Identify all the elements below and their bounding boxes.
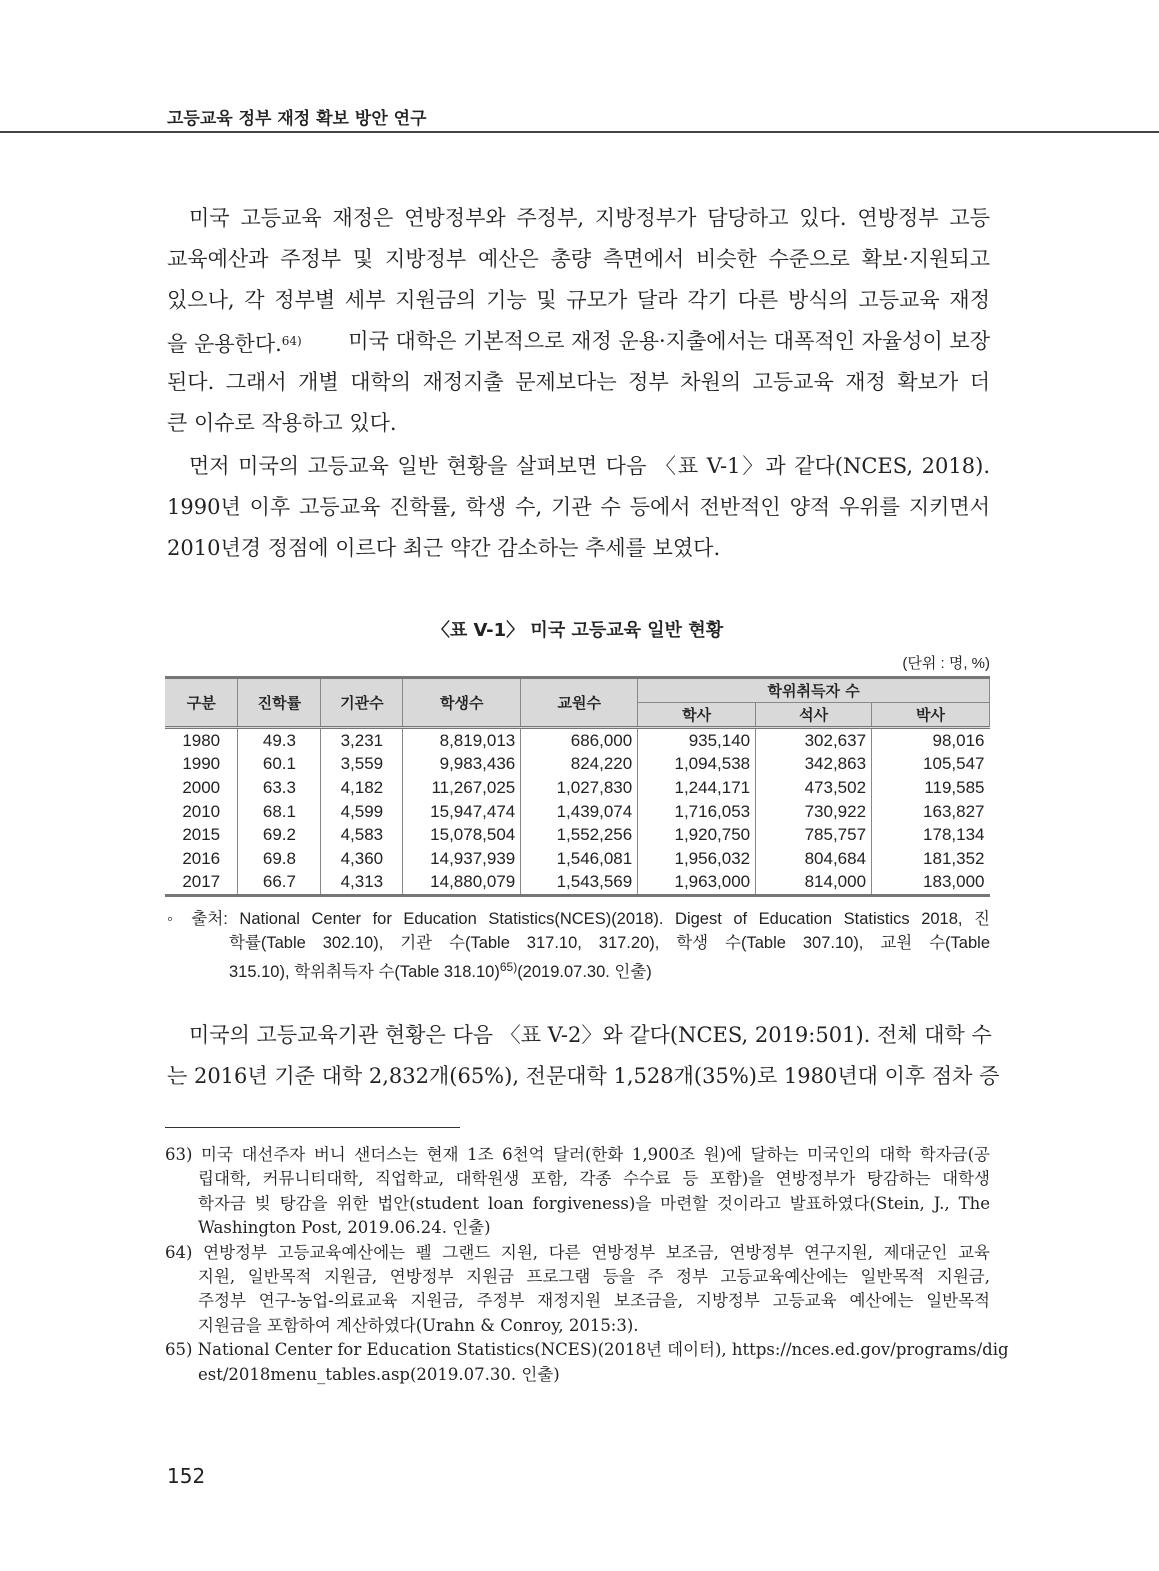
table-cell: 4,360 bbox=[321, 847, 403, 871]
table-cell: 14,937,939 bbox=[403, 847, 521, 871]
table-cell: 69.2 bbox=[238, 823, 321, 847]
table-cell: 1,244,171 bbox=[638, 776, 756, 800]
table-cell: 2015 bbox=[182, 825, 221, 845]
table-unit: (단위 : 명, %) bbox=[902, 655, 990, 672]
footnote-line: 학자금 빚 탕감을 위한 법안(student loan forgiveness)을 마련할 것이라고 발표하였다(Stein, J., The bbox=[198, 1193, 990, 1213]
footnote-line: Washington Post, 2019.06.24. 인출) bbox=[198, 1218, 491, 1238]
table-cell: 2010 bbox=[182, 801, 221, 821]
table-cell: 2017 bbox=[182, 872, 221, 892]
text-line: 미국 고등교육 재정은 연방정부와 주정부, 지방정부가 담당하고 있다. 연방정부 고등 bbox=[189, 206, 990, 230]
table-cell: 63.3 bbox=[238, 776, 321, 800]
table-cell: 1,094,538 bbox=[638, 753, 756, 777]
source-line: 학률(Table 302.10), 기관 수(Table 317.10, 317.20), 학생 수(Table 307.10), 교원 수(Table bbox=[229, 934, 990, 952]
footnote-line: est/2018menu_tables.asp(2019.07.30. 인출) bbox=[198, 1364, 560, 1384]
table-cell: 183,000 bbox=[872, 871, 990, 896]
footnote-line: 주정부 연구-농업-의료교육 지원금, 주정부 재정지원 보조금을, 지방정부 고등교육 예산에는 일반목적 bbox=[198, 1291, 990, 1311]
table-cell: 785,757 bbox=[756, 823, 872, 847]
table-cell: 15,947,474 bbox=[403, 800, 521, 824]
table-row bbox=[165, 776, 990, 800]
table-row bbox=[165, 728, 990, 753]
table-row bbox=[165, 871, 990, 896]
text-line: 있으나, 각 정부별 세부 지원금의 기능 및 규모가 달라 각기 다른 방식의 고등교육 재정 bbox=[167, 288, 990, 312]
table-cell: 163,827 bbox=[872, 800, 990, 824]
column-subheader: 석사 bbox=[756, 703, 872, 728]
footnote-line: 65) National Center for Education Statistics(NCES)(2018년 데이터), https://nces.ed.gov/programs/dig bbox=[165, 1340, 1009, 1360]
text-line: 교육예산과 주정부 및 지방정부 예산은 총량 측면에서 비슷한 수준으로 확보·지원되고 bbox=[167, 247, 990, 271]
table-cell: 8,819,013 bbox=[403, 728, 521, 753]
table-cell: 2016 bbox=[182, 848, 221, 868]
table-cell: 4,599 bbox=[321, 800, 403, 824]
paragraph-3 bbox=[167, 1015, 1000, 1097]
table-source bbox=[167, 907, 990, 979]
column-header: 학생수 bbox=[403, 678, 521, 728]
column-header: 구분 bbox=[165, 678, 238, 728]
table-cell: 1,546,081 bbox=[521, 847, 638, 871]
table-cell: 11,267,025 bbox=[403, 776, 521, 800]
table-body bbox=[165, 728, 990, 896]
table-cell: 2000 bbox=[182, 777, 221, 797]
text-line: 2010년경 정점에 이르다 최근 약간 감소하는 추세를 보였다. bbox=[167, 536, 721, 560]
table-cell: 1,552,256 bbox=[521, 823, 638, 847]
footnote-ref[interactable]: 64) bbox=[281, 334, 302, 348]
text-line: 큰 이슈로 작용하고 있다. bbox=[167, 411, 397, 435]
table-cell: 686,000 bbox=[521, 728, 638, 753]
text-line: 1990년 이후 고등교육 진학률, 학생 수, 기관 수 등에서 전반적인 양적 우위를 지키면서 bbox=[167, 495, 990, 519]
paragraph-1 bbox=[167, 198, 990, 444]
table-cell: 4,583 bbox=[321, 823, 403, 847]
table-cell: 3,231 bbox=[321, 728, 403, 753]
table-cell: 1,963,000 bbox=[638, 871, 756, 896]
table-cell: 814,000 bbox=[756, 871, 872, 896]
table-cell: 181,352 bbox=[872, 847, 990, 871]
table-cell: 15,078,504 bbox=[403, 823, 521, 847]
table-row bbox=[165, 753, 990, 777]
table-row bbox=[165, 823, 990, 847]
text-span: 미국 대학은 기본적으로 재정 운용·지출에서는 대폭적인 자율성이 보장 bbox=[348, 329, 990, 353]
table-cell: 1,027,830 bbox=[521, 776, 638, 800]
source-line: ◦ 출처: National Center for Education Statistics(NCES)(2018). Digest of Education Statistics 2018, 진 bbox=[167, 910, 990, 928]
text-span: 을 운용한다. bbox=[167, 332, 282, 356]
table-cell: 302,637 bbox=[756, 728, 872, 753]
table-cell: 342,863 bbox=[756, 753, 872, 777]
table-row bbox=[165, 800, 990, 824]
table-cell: 66.7 bbox=[238, 871, 321, 896]
running-header: 고등교육 정부 재정 확보 방안 연구 bbox=[167, 109, 427, 129]
table-cell: 49.3 bbox=[238, 728, 321, 753]
table-cell: 730,922 bbox=[756, 800, 872, 824]
table-cell: 824,220 bbox=[521, 753, 638, 777]
table-cell: 14,880,079 bbox=[403, 871, 521, 896]
text-line: 미국의 고등교육기관 현황은 다음 〈표 V-2〉와 같다(NCES, 2019:501). 전체 대학 수 bbox=[189, 1023, 992, 1047]
table-cell: 804,684 bbox=[756, 847, 872, 871]
footnote-line: 지원금을 포함하여 계산하였다(Urahn & Conroy, 2015:3). bbox=[198, 1315, 639, 1335]
text-line: 는 2016년 기준 대학 2,832개(65%), 전문대학 1,528개(35%)로 1980년대 이후 점차 증 bbox=[167, 1064, 1000, 1088]
table-cell: 3,559 bbox=[321, 753, 403, 777]
paragraph-2 bbox=[167, 446, 990, 569]
footnote-line: 63) 미국 대선주자 버니 샌더스는 현재 1조 6천억 달러(한화 1,900조 원)에 달하는 미국인의 대학 학자금(공 bbox=[165, 1145, 990, 1164]
column-header: 기관수 bbox=[321, 678, 403, 728]
header-rule bbox=[0, 131, 1159, 133]
text-line bbox=[167, 321, 990, 362]
table-cell: 178,134 bbox=[872, 823, 990, 847]
text-span: (2019.07.30. 인출) bbox=[517, 963, 652, 981]
table-row bbox=[165, 847, 990, 871]
text-span: 315.10), 학위취득자 수(Table 318.10) bbox=[229, 963, 500, 981]
footnotes bbox=[165, 1143, 1009, 1387]
table-cell: 1,956,032 bbox=[638, 847, 756, 871]
table-cell: 1990 bbox=[182, 754, 221, 774]
text-span bbox=[167, 321, 302, 362]
text-line: 먼저 미국의 고등교육 일반 현황을 살펴보면 다음 〈표 V-1〉과 같다(NCES, 2018). bbox=[189, 454, 990, 478]
footnote-line: 립대학, 커뮤니티대학, 직업학교, 대학원생 포함, 각종 수수료 등 포함)을 연방정부가 탕감하는 대학생 bbox=[198, 1169, 990, 1189]
source-line bbox=[167, 955, 990, 979]
footnote-ref[interactable]: 65) bbox=[499, 960, 518, 974]
footnote-line: 64) 연방정부 고등교육예산에는 펠 그랜드 지원, 다른 연방정부 보조금, 연방정부 연구지원, 제대군인 교육 bbox=[165, 1242, 990, 1262]
table-cell: 9,983,436 bbox=[403, 753, 521, 777]
table-cell: 1,439,074 bbox=[521, 800, 638, 824]
footnote-line: 지원, 일반목적 지원금, 연방정부 지원금 프로그램 등을 주 정부 고등교육예산에는 일반목적 지원금, bbox=[198, 1266, 990, 1286]
column-subheader: 박사 bbox=[872, 703, 990, 728]
column-header: 진학률 bbox=[238, 678, 321, 728]
column-subheader: 학사 bbox=[638, 703, 756, 728]
table-cell: 105,547 bbox=[872, 753, 990, 777]
table-cell: 1980 bbox=[182, 730, 221, 750]
table-cell: 935,140 bbox=[638, 728, 756, 753]
data-table bbox=[165, 676, 990, 897]
table-cell: 4,313 bbox=[321, 871, 403, 896]
table-cell: 98,016 bbox=[872, 728, 990, 753]
table-cell: 60.1 bbox=[238, 753, 321, 777]
table-title: 〈표 V-1〉 미국 고등교육 일반 현황 bbox=[431, 620, 724, 641]
table-cell: 4,182 bbox=[321, 776, 403, 800]
table-cell: 119,585 bbox=[872, 776, 990, 800]
page-number: 152 bbox=[167, 1464, 206, 1488]
table-cell: 1,543,569 bbox=[521, 871, 638, 896]
column-header: 학위취득자 수 bbox=[638, 678, 990, 703]
table-cell: 1,716,053 bbox=[638, 800, 756, 824]
footnote-rule bbox=[165, 1127, 460, 1128]
table-cell: 1,920,750 bbox=[638, 823, 756, 847]
column-header: 교원수 bbox=[521, 678, 638, 728]
table-cell: 473,502 bbox=[756, 776, 872, 800]
table-cell: 68.1 bbox=[238, 800, 321, 824]
table-cell: 69.8 bbox=[238, 847, 321, 871]
text-line: 된다. 그래서 개별 대학의 재정지출 문제보다는 정부 차원의 고등교육 재정 확보가 더 bbox=[167, 370, 990, 394]
